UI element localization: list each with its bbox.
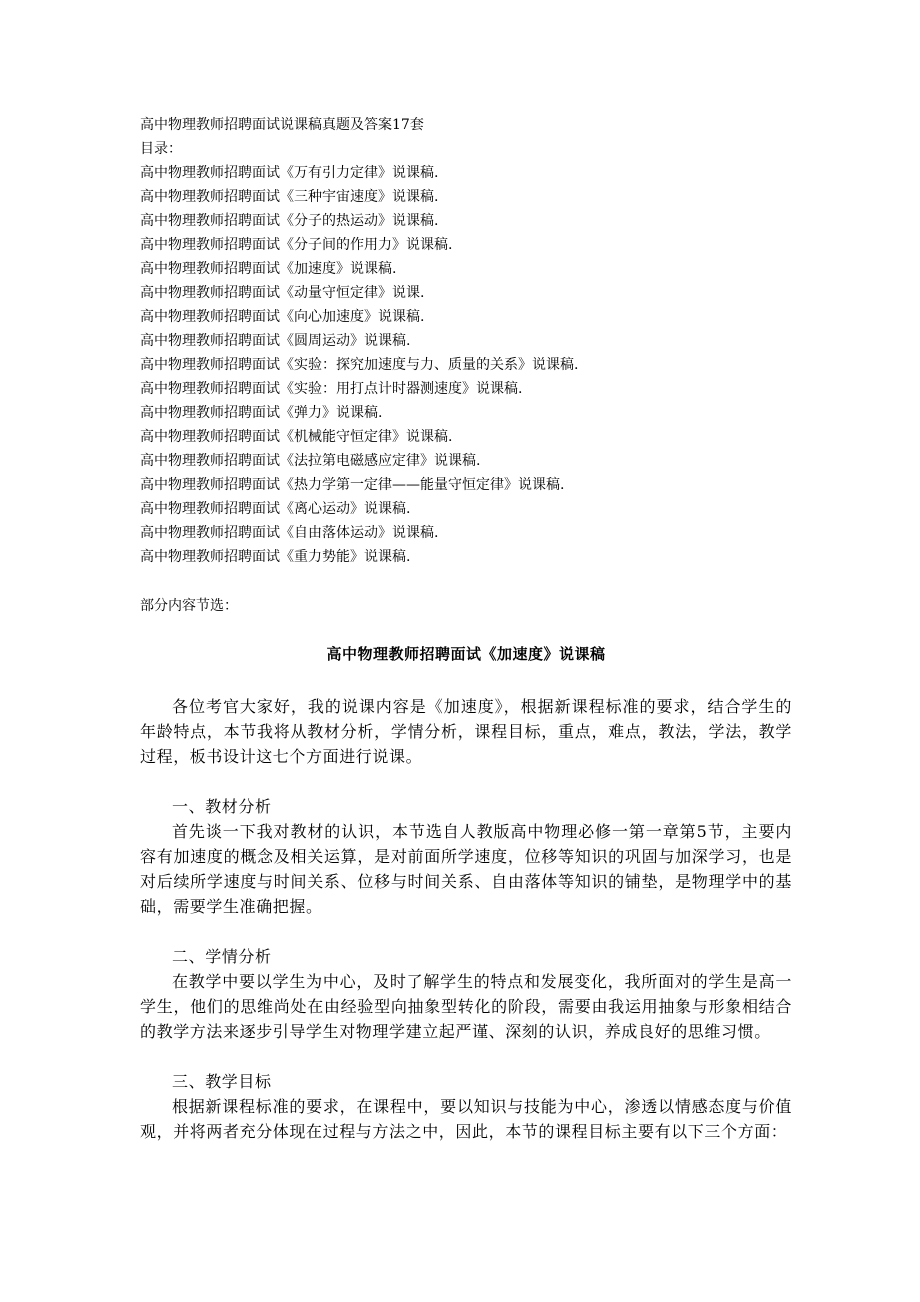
toc-item: 高中物理教师招聘面试《分子间的作用力》说课稿. (140, 237, 453, 253)
section-heading: 一、教材分析 (172, 797, 272, 816)
intro-paragraph: 各位考官大家好，我的说课内容是《加速度》，根据新课程标准的要求，结合学生的年龄特点，本节我将从教材分析，学情分析，课程目标，重点，难点，教法，学法，教学过程，板书设计这七个方面进行说课。 (140, 697, 792, 766)
toc-item: 高中物理教师招聘面试《热力学第一定律——能量守恒定律》说课稿. (140, 477, 565, 493)
toc-item: 高中物理教师招聘面试《三种宇宙速度》说课稿. (140, 189, 439, 205)
toc-item: 高中物理教师招聘面试《分子的热运动》说课稿. (140, 213, 439, 229)
toc-item: 高中物理教师招聘面试《弹力》说课稿. (140, 405, 383, 421)
article-title: 高中物理教师招聘面试《加速度》说课稿 (326, 645, 606, 663)
toc-item: 高中物理教师招聘面试《圆周运动》说课稿. (140, 333, 411, 349)
toc-item: 高中物理教师招聘面试《重力势能》说课稿. (140, 549, 411, 565)
toc-item: 高中物理教师招聘面试《万有引力定律》说课稿. (140, 165, 439, 181)
section-textbook-analysis (140, 794, 792, 919)
toc-item: 高中物理教师招聘面试《自由落体运动》说课稿. (140, 525, 439, 541)
toc-item: 高中物理教师招聘面试《实验：用打点计时器测速度》说课稿. (140, 381, 523, 397)
section-teaching-goals (140, 1069, 792, 1144)
toc-item: 高中物理教师招聘面试《加速度》说课稿. (140, 261, 397, 277)
section-heading: 三、教学目标 (172, 1072, 272, 1091)
toc-label: 目录： (140, 141, 182, 157)
excerpt-label: 部分内容节选： (140, 598, 238, 614)
toc-item: 高中物理教师招聘面试《实验：探究加速度与力、质量的关系》说课稿. (140, 357, 579, 373)
toc-item: 高中物理教师招聘面试《法拉第电磁感应定律》说课稿. (140, 453, 481, 469)
section-student-analysis (140, 944, 792, 1044)
document-title: 高中物理教师招聘面试说课稿真题及答案17套 (140, 117, 424, 133)
section-body: 首先谈一下我对教材的认识，本节选自人教版高中物理必修一第一章第5节，主要内容有加速度的概念及相关运算，是对前面所学速度，位移等知识的巩固与加深学习，也是对后续所学速度与时间关系、位移与时间关系、自由落体等知识的铺垫，是物理学中的基础，需要学生准确把握。 (140, 822, 792, 916)
toc-item: 高中物理教师招聘面试《机械能守恒定律》说课稿. (140, 429, 453, 445)
section-body: 在教学中要以学生为中心，及时了解学生的特点和发展变化，我所面对的学生是高一学生，他们的思维尚处在由经验型向抽象型转化的阶段，需要由我运用抽象与形象相结合的教学方法来逐步引导学生对物理学建立起严谨、深刻的认识，养成良好的思维习惯。 (140, 972, 792, 1041)
toc-item: 高中物理教师招聘面试《动量守恒定律》说课. (140, 285, 425, 301)
toc-item: 高中物理教师招聘面试《离心运动》说课稿. (140, 501, 411, 517)
article (140, 642, 792, 1144)
table-of-contents (140, 113, 800, 569)
section-heading: 二、学情分析 (172, 947, 272, 966)
section-body: 根据新课程标准的要求，在课程中，要以知识与技能为中心，渗透以情感态度与价值观，并将两者充分体现在过程与方法之中，因此，本节的课程目标主要有以下三个方面： (140, 1097, 792, 1141)
toc-item: 高中物理教师招聘面试《向心加速度》说课稿. (140, 309, 425, 325)
